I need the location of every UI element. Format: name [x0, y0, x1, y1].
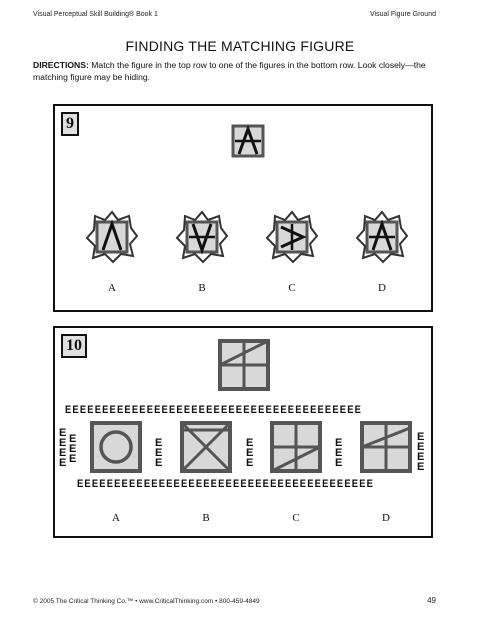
- page-title: FINDING THE MATCHING FIGURE: [125, 38, 355, 54]
- filler-letters-bottom: EEEEEEEEEEEEEEEEEEEEEEEEEEEEEEEEEEEEEEEE: [77, 478, 375, 490]
- directions-text: Match the figure in the top row to one of the figures in the bottom row. Look closely—the matching figure may be hiding.: [33, 60, 426, 82]
- filler-letters-gap-1: E E E: [155, 437, 163, 469]
- filler-letters-right: E E E E: [417, 431, 425, 473]
- directions: [33, 60, 433, 83]
- choice-label-b: B: [202, 512, 210, 524]
- choice-label-c: C: [288, 282, 296, 294]
- choice-label-a: A: [108, 282, 116, 294]
- choice-label-d: D: [382, 512, 390, 524]
- page-number: 49: [427, 596, 436, 605]
- choice-label-b: B: [198, 282, 206, 294]
- choice-d-figure[interactable]: [355, 210, 409, 264]
- choice-c-figure[interactable]: [269, 420, 323, 474]
- filler-letters-left: E E E E: [59, 427, 67, 469]
- choice-a-figure[interactable]: [85, 210, 139, 264]
- target-figure: [217, 338, 271, 392]
- filler-letters-top: EEEEEEEEEEEEEEEEEEEEEEEEEEEEEEEEEEEEEEEE: [65, 404, 363, 416]
- choice-label-d: D: [378, 282, 386, 294]
- filler-letters-gap-3: E E E: [335, 437, 343, 469]
- choice-label-a: A: [112, 512, 120, 524]
- header-left-text: Visual Perceptual Skill Building® Book 1: [33, 11, 158, 18]
- choice-a-figure[interactable]: [89, 420, 143, 474]
- choice-c-figure[interactable]: [265, 210, 319, 264]
- directions-label: DIRECTIONS:: [33, 60, 89, 70]
- header-right-text: Visual Figure Ground: [369, 11, 436, 18]
- problem-number: 10: [61, 334, 87, 358]
- problem-10-panel: [53, 326, 433, 538]
- filler-letters-left-2: E E E: [69, 433, 77, 465]
- choice-d-figure[interactable]: [359, 420, 413, 474]
- problem-9-panel: [53, 104, 433, 312]
- choice-b-figure[interactable]: [179, 420, 233, 474]
- target-figure: [231, 124, 265, 158]
- choice-label-c: C: [292, 512, 300, 524]
- problem-number: 9: [61, 112, 79, 136]
- footer-copyright: © 2005 The Critical Thinking Co.™ • www.CriticalThinking.com • 800-459-4849: [33, 598, 260, 605]
- filler-letters-gap-2: E E E: [246, 437, 254, 469]
- choice-b-figure[interactable]: [175, 210, 229, 264]
